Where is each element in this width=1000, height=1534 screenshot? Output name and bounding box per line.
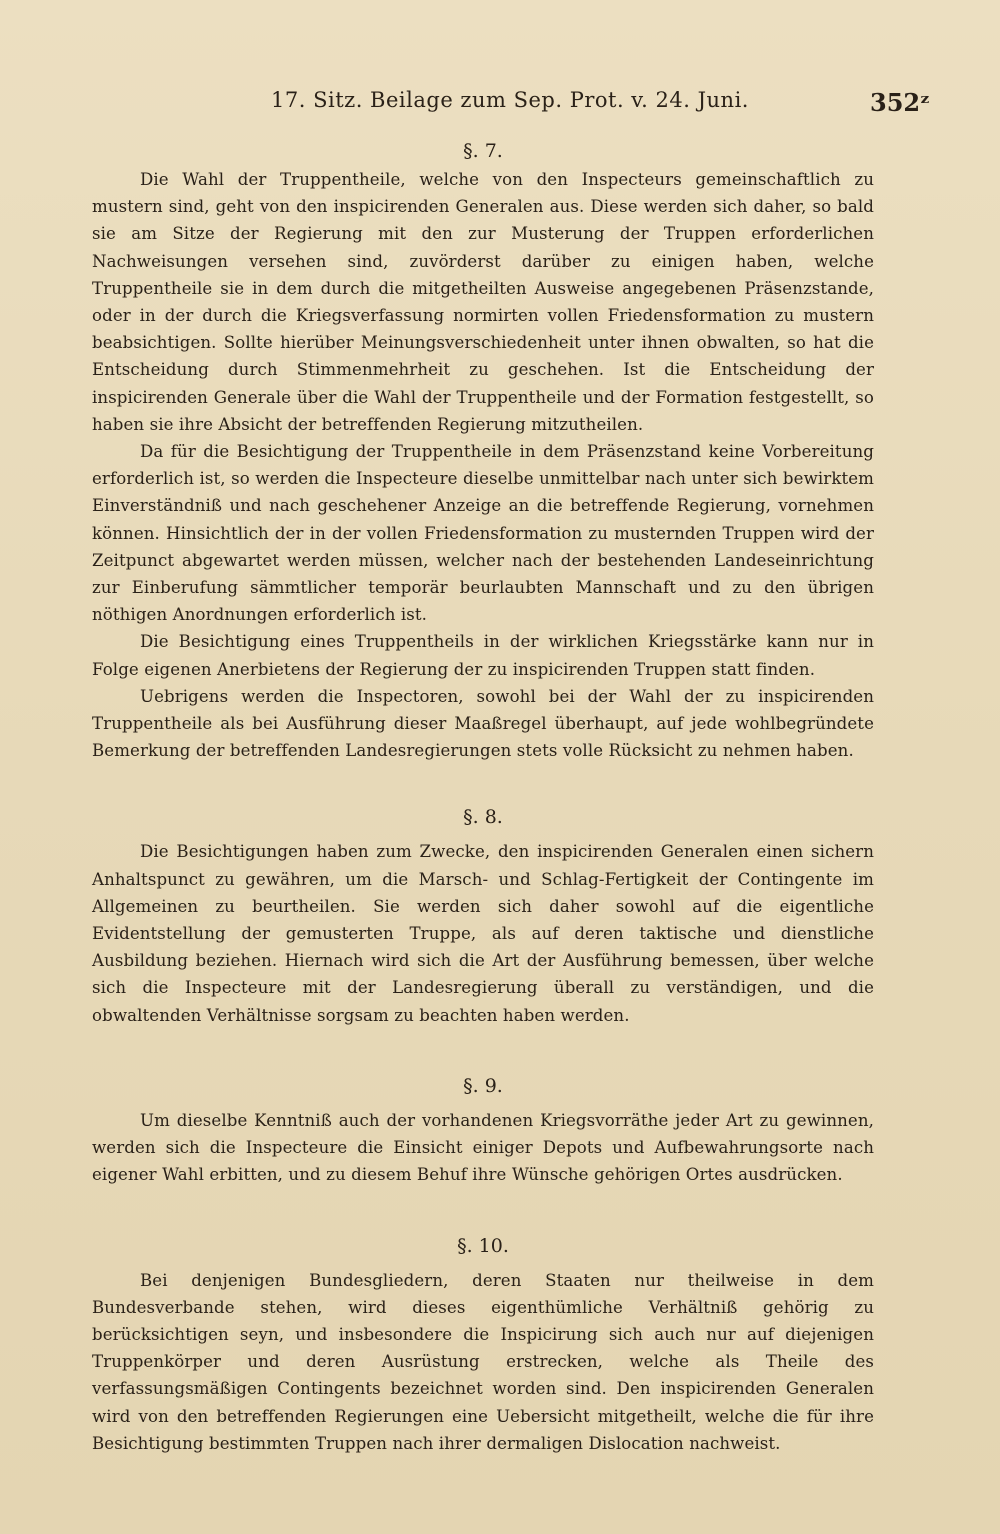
page-header <box>90 88 930 118</box>
page-number: 352ᶻ <box>870 88 930 117</box>
section-heading-9: §. 9. <box>463 1074 503 1097</box>
paragraph: Bei denjenigen Bundesgliedern, deren Staaten nur theilweise in dem Bundesverbande stehen, wird dieses eigenthümliche Verhältniß gehörig zu berücksichtigen seyn, und insbesondere die Inspicirung sich auch nur auf diejenigen Truppenkörper und deren Ausrüstung erstrecken, welche als Theile des verfassungsmäßigen Contingents bezeichnet worden sind. Den inspicirenden Generalen wird von den betreffenden Regierungen eine Uebersicht mitgetheilt, welche die für ihre Besichtigung bestimmten Truppen nach ihrer dermaligen Dislocation nachweist. <box>92 1270 874 1453</box>
paragraph: Die Wahl der Truppentheile, welche von den Inspecteurs gemeinschaftlich zu mustern sind, geht von den inspicirenden Generalen aus. Diese werden sich daher, so bald sie am Sitze der Regierung mit den zur Musterung der Truppen erforderlichen Nachweisungen versehen sind, zuvörderst darüber zu einigen haben, welche Truppentheile sie in dem durch die mitgetheilten Ausweise angegebenen Präsenzstande, oder in der durch die Kriegsverfassung normirten vollen Friedensformation zu mustern beabsichtigen. Sollte hierüber Meinungsverschiedenheit unter ihnen obwalten, so hat die Entscheidung durch Stimmenmehrheit zu geschehen. Ist die Entscheidung der inspicirenden Generale über die Wahl der Truppentheile und der Formation festgestellt, so haben sie ihre Absicht der betreffenden Regierung mitzutheilen. <box>92 170 874 434</box>
paragraph: Die Besichtigungen haben zum Zwecke, den inspicirenden Generalen einen sichern Anhaltspunct zu gewähren, um die Marsch- und Schlag-Fertigkeit der Contingente im Allgemeinen zu beurtheilen. Sie werden sich daher sowohl auf die eigentliche Evidentstellung der gemusterten Truppe, als auf deren taktische und dienstliche Ausbildung beziehen. Hiernach wird sich die Art der Ausführung bemessen, über welche sich die Inspecteure mit der Landesregierung überall zu verständigen, und die obwaltenden Verhältnisse sorgsam zu beachten haben werden. <box>92 842 874 1025</box>
section-heading-8: §. 8. <box>463 806 503 829</box>
document-body <box>92 136 874 1457</box>
paragraph: Um dieselbe Kenntniß auch der vorhandenen Kriegsvorräthe jeder Art zu gewinnen, werden sich die Inspecteure die Einsicht einiger Depots und Aufbewahrungsorte nach eigener Wahl erbitten, und zu diesem Behuf ihre Wünsche gehörigen Ortes ausdrücken. <box>92 1110 874 1185</box>
section-heading-7: §. 7. <box>463 140 503 162</box>
section-heading-10: §. 10. <box>457 1234 509 1257</box>
paragraph: Die Besichtigung eines Truppentheils in der wirklichen Kriegsstärke kann nur in Folge eigenen Anerbietens der Regierung der zu inspicirenden Truppen statt finden. <box>92 632 874 679</box>
paragraph: Uebrigens werden die Inspectoren, sowohl bei der Wahl der zu inspicirenden Truppentheile als bei Ausführung dieser Maaßregel überhaupt, auf jede wohlbegründete Bemerkung der betreffenden Landesregierungen stets volle Rücksicht zu nehmen haben. <box>92 686 874 761</box>
paragraph: Da für die Besichtigung der Truppentheile in dem Präsenzstand keine Vorbereitung erforderlich ist, so werden die Inspecteure dieselbe unmittelbar nach unter sich bewirktem Einverständniß und nach geschehener Anzeige an die betreffende Regierung, vornehmen können. Hinsichtlich der in der vollen Friedensformation zu musternden Truppen wird der Zeitpunct abgewartet werden müssen, welcher nach der bestehenden Landeseinrichtung zur Einberufung sämmtlicher temporär beurlaubten Mannschaft und zu den übrigen nöthigen Anordnungen erforderlich ist. <box>92 442 874 625</box>
running-head: 17. Sitz. Beilage zum Sep. Prot. v. 24. Juni. <box>271 88 749 112</box>
